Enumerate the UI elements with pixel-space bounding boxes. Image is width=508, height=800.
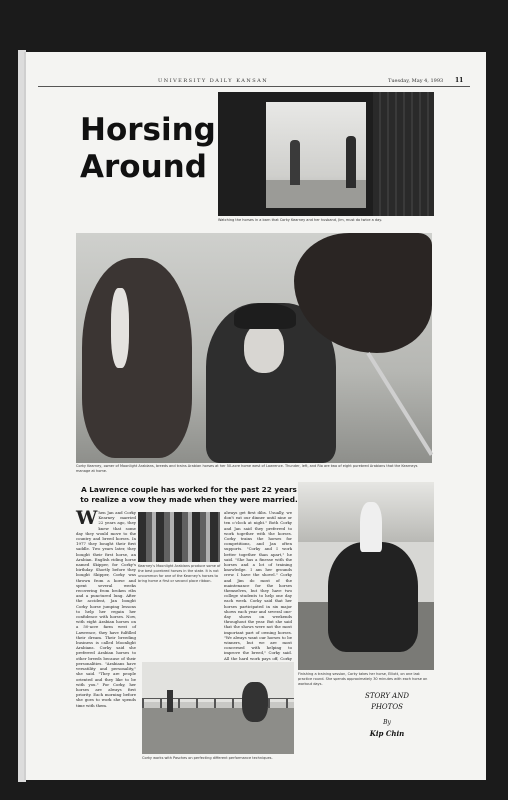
column-1-text: hen Jan and Corky Kearney married 22 years ago, they knew that some day they would move to the country and breed horses. In 1977 they bought their first saddle. Two years later, they bought their first horse, an Arabian. English riding horse named Skipper, for Corky's birthday. Shortly before they bought Skipper, Corky was thrown from a horse and spent several weeks recovering from broken ribs and a punctured lung. After the accident, Jan bought Corky horse jumping lessons to help her regain her confidence with horses. Now, with eight Arabian horses on a 50-acre farm west of Lawrence, they have fulfilled their dream. Their breeding business is called Moonlight Arabians. Corky said she preferred Arabian horses to other breeds because of their personalities. "Arabians have versatility and personality," she said. "They are people oriented and they like to be with you." For Corky, her horses are always first priority. Each morning before she goes to work she spends time with them. xyxy=(76,510,136,708)
barn-photo-caption: Watching the horses in a barn that Corky Kearney and her husband, Jim, must do twice a day. xyxy=(218,218,382,222)
page-number: 11 xyxy=(455,77,464,84)
riding-photo xyxy=(298,482,434,670)
pasture-photo xyxy=(142,662,294,754)
masthead-rule xyxy=(38,86,470,87)
ribbons-photo-caption: Kearney's Moonlight Arabians produce some of the best purebred horses in the state. It is not uncommon for one of the Kearney's horses to bring home a first or second place ribbon. xyxy=(138,564,221,583)
story-column-1 xyxy=(76,507,136,708)
dateline: Tuesday, May 4, 1993 xyxy=(388,78,444,84)
credit-title: STORY AND PHOTOS xyxy=(365,692,409,711)
ribbons-photo xyxy=(138,512,220,562)
credit-name: Kip Chin xyxy=(369,729,405,738)
photo-credit xyxy=(352,691,422,739)
pasture-photo-caption: Corky works with Pasches on perfecting different performance techniques. xyxy=(142,756,273,760)
credit-by: By xyxy=(383,719,391,726)
headline-line-2: Around xyxy=(80,149,207,185)
main-photo xyxy=(76,233,432,463)
headline-line-1: Horsing xyxy=(80,112,216,148)
main-photo-caption: Corky Kearney, owner of Moonlight Arabians, breeds and trains Arabian horses at her 50-acre home west of Lawrence. Thunder, left, and Rio are two of eight purebred Arabians that the Kearneys manage at home. xyxy=(76,464,418,473)
deck-headline: A Lawrence couple has worked for the past 22 years to realize a vow they made when they were married. xyxy=(80,485,298,504)
headline xyxy=(80,112,216,186)
barn-photo xyxy=(218,92,434,216)
masthead: UNIVERSITY DAILY KANSAN xyxy=(158,78,269,84)
riding-photo-caption: Finishing a training session, Corky takes her horse, Elliott, on one last practice round. She spends approximately 30 minutes with each horse on workout days. xyxy=(298,672,428,686)
story-column-2: always get first dibs. Usually, we don't eat our dinner until nine or ten o'clock at night." Both Corky and Jan said they preferred to work together with the horses. Corky trains the horses for competitions, and Jan often supports. "Corky and I work better together than apart," he said. "She has a finesse with the horses and a lot of training knowledge. I am her grounds crew. I have the shovel." Corky and Jim do most of the maintenance for the horses themselves, but they have two college students to help one day each week. Corky said that her horses participated in six major shows each year and several one-day shows on weekends throughout the year. But she said that the shows were not the most important part of owning horses. "We always want our horses to be winners, but we are most concerned with helping to improve the breed," Corky said. All the hard work pays off, Corky xyxy=(224,510,292,661)
drop-cap: W xyxy=(76,507,98,529)
